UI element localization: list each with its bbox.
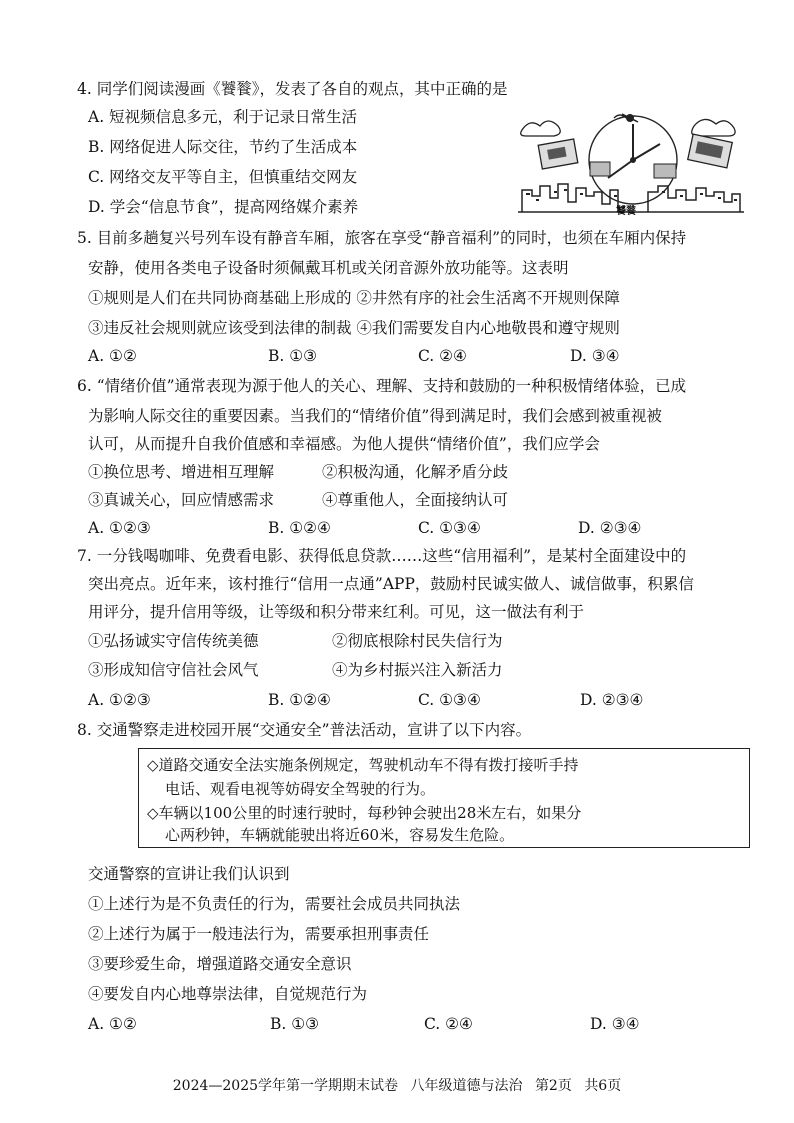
q5-statement-2: ③违反社会规则就应该受到法律的制裁 ④我们需要发自内心地敬畏和遵守规则 — [88, 319, 620, 337]
q8-box-line-1: ◇道路交通安全法实施条例规定，驾驶机动车不得有拨打接听手持 — [147, 756, 579, 774]
q5-stem-line-2: 安静，使用各类电子设备时须佩戴耳机或关闭音源外放功能等。这表明 — [88, 259, 569, 277]
q5-choice-b: B. ①③ — [268, 347, 318, 365]
q4-option-c: C. 网络交友平等自主，但慎重结交网友 — [88, 168, 358, 186]
q4-option-d: D. 学会“信息节食”，提高网络媒介素养 — [88, 198, 359, 216]
q7-choice-b: B. ①②④ — [268, 691, 331, 709]
q5-choice-a: A. ①② — [88, 347, 137, 365]
q5-choice-d: D. ③④ — [570, 347, 620, 365]
q6-choice-c: C. ①③④ — [418, 519, 481, 537]
q4-option-b: B. 网络促进人际交往，节约了生活成本 — [88, 138, 358, 156]
q7-statement-2: ②彻底根除村民失信行为 — [332, 632, 503, 650]
q8-choice-d: D. ③④ — [590, 1015, 640, 1033]
q7-choice-c: C. ①③④ — [418, 691, 481, 709]
q4-stem: 4. 同学们阅读漫画《饕餮》，发表了各自的观点，其中正确的是 — [77, 80, 508, 98]
q6-statement-1: ①换位思考、增进相互理解 — [88, 463, 275, 481]
q8-statement-1: ①上述行为是不负责任的行为，需要社会成员共同执法 — [88, 895, 461, 913]
q8-box-line-2: 电话、观看电视等妨碍安全驾驶的行为。 — [165, 780, 436, 798]
q7-statement-3: ③形成知信守信社会风气 — [88, 661, 259, 679]
q6-choice-a: A. ①②③ — [88, 519, 151, 537]
footer-exam-title: 2024—2025学年第一学期期末试卷 — [172, 1078, 399, 1094]
footer-page-number: 第2页 — [534, 1078, 572, 1094]
q8-statement-2: ②上述行为属于一般违法行为，需要承担刑事责任 — [88, 925, 430, 943]
q6-stem-line-1: 6. “情绪价值”通常表现为源于他人的关心、理解、支持和鼓励的一种积极情绪体验，已成 — [77, 377, 687, 395]
q8-choice-c: C. ②④ — [424, 1015, 473, 1033]
q8-box-line-4: 心两秒钟，车辆就能驶出将近60米，容易发生危险。 — [165, 826, 515, 844]
q5-choice-c: C. ②④ — [418, 347, 467, 365]
q7-stem-line-1: 7. 一分钱喝咖啡、免费看电影、获得低息贷款……这些“信用福利”，是某村全面建设中的 — [77, 547, 687, 565]
q6-choice-d: D. ②③④ — [578, 519, 642, 537]
q5-statement-1: ①规则是人们在共同协商基础上形成的 ②井然有序的社会生活离不开规则保障 — [88, 289, 620, 307]
q7-choice-a: A. ①②③ — [88, 691, 151, 709]
q4-option-a: A. 短视频信息多元，利于记录日常生活 — [88, 108, 358, 126]
q8-statement-3: ③要珍爱生命，增强道路交通安全意识 — [88, 955, 352, 973]
comic-drawing — [518, 112, 744, 216]
q5-stem-line-1: 5. 目前多趟复兴号列车设有静音车厢，旅客在享受“静音福利”的同时，也须在车厢内保持 — [77, 229, 687, 247]
q8-choice-b: B. ①③ — [270, 1015, 320, 1033]
q6-statement-3: ③真诚关心，回应情感需求 — [88, 491, 275, 509]
q8-box-line-3: ◇车辆以100公里的时速行驶时，每秒钟会驶出28米左右，如果分 — [147, 804, 582, 822]
q6-statement-4: ④尊重他人，全面接纳认可 — [322, 491, 509, 509]
q6-choice-b: B. ①②④ — [268, 519, 331, 537]
q8-quote-box — [138, 748, 750, 848]
q7-choice-d: D. ②③④ — [580, 691, 644, 709]
q7-statement-4: ④为乡村振兴注入新活力 — [332, 661, 503, 679]
footer-total-pages: 共6页 — [584, 1078, 622, 1094]
q8-lead: 交通警察的宣讲让我们认识到 — [88, 865, 290, 883]
q8-statement-4: ④要发自内心地尊崇法律，自觉规范行为 — [88, 985, 368, 1003]
comic-caption: 饕餮 — [616, 206, 636, 217]
q7-stem-line-2: 突出亮点。近年来，该村推行“信用一点通”APP，鼓励村民诚实做人、诚信做事，积累信 — [88, 575, 694, 593]
comic-illustration — [518, 112, 744, 216]
q8-stem: 8. 交通警察走进校园开展“交通安全”普法活动，宣讲了以下内容。 — [77, 721, 532, 739]
q7-statement-1: ①弘扬诚实守信传统美德 — [88, 632, 259, 650]
q6-stem-line-2: 为影响人际交往的重要因素。当我们的“情绪价值”得到满足时，我们会感到被重视被 — [88, 407, 662, 425]
footer-subject: 八年级道德与法治 — [410, 1078, 523, 1094]
q8-choice-a: A. ①② — [88, 1015, 137, 1033]
q6-stem-line-3: 认可，从而提升自我价值感和幸福感。为他人提供“情绪价值”，我们应学会 — [88, 435, 600, 453]
page-footer — [0, 1075, 794, 1095]
q7-stem-line-3: 用评分，提升信用等级，让等级和积分带来红利。可见，这一做法有利于 — [88, 603, 585, 621]
q6-statement-2: ②积极沟通，化解矛盾分歧 — [322, 463, 509, 481]
